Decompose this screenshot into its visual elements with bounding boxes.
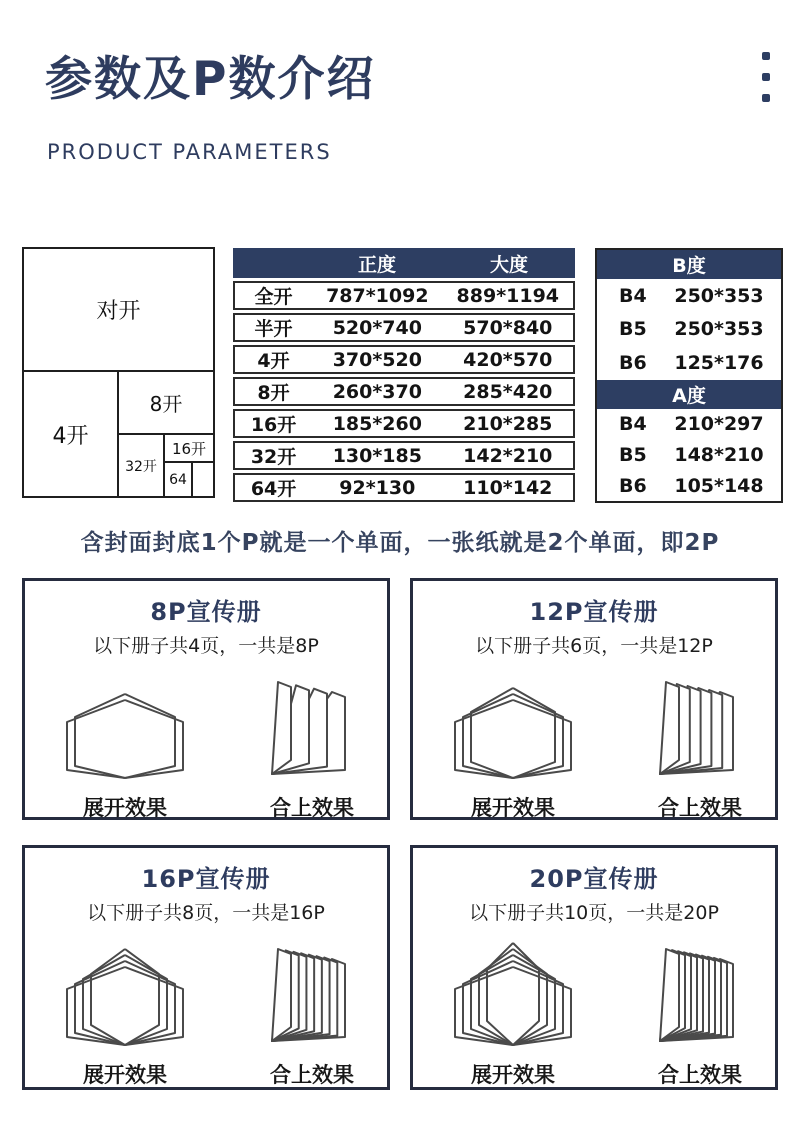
row-label: 4开 — [257, 350, 290, 372]
table-row — [597, 470, 781, 501]
section-header-a: A度 — [597, 380, 781, 409]
size-table — [233, 248, 575, 502]
table-row — [597, 439, 781, 470]
row-value: 105*148 — [674, 474, 764, 497]
paper-size-diagram — [22, 247, 215, 498]
row-dadu-value: 142*210 — [463, 444, 553, 467]
closed-effect-label: 合上效果 — [658, 1063, 742, 1087]
closed-book-figure — [252, 933, 372, 1053]
table-row — [233, 281, 575, 310]
page-title: 参数及P数介绍 — [45, 52, 376, 107]
row-value: 125*176 — [674, 352, 764, 375]
row-value: 210*297 — [674, 413, 764, 436]
row-dadu-value: 420*570 — [463, 348, 553, 371]
row-dadu-value: 285*420 — [463, 380, 553, 403]
table-row — [597, 409, 781, 440]
row-dadu-value: 570*840 — [463, 316, 553, 339]
row-dadu-value: 889*1194 — [456, 284, 560, 307]
closed-effect-label: 合上效果 — [270, 796, 354, 820]
table-row — [233, 473, 575, 502]
table-row — [233, 345, 575, 374]
table-row — [597, 313, 781, 347]
closed-book-figure — [640, 933, 760, 1053]
booklet-subtitle: 以下册子共10页，一共是20P — [469, 902, 719, 924]
size-table-header-zhengdu: 正度 — [357, 253, 396, 276]
open-effect-label: 展开效果 — [471, 1063, 555, 1087]
row-dadu-value: 210*285 — [463, 412, 553, 435]
booklet-subtitle: 以下册子共4页，一共是8P — [93, 635, 319, 657]
size-table-header-dadu: 大度 — [489, 253, 528, 276]
row-label: 8开 — [257, 382, 290, 404]
diagram-cell-4k: 4开 — [24, 372, 119, 496]
row-label: B6 — [619, 474, 647, 497]
open-book-figure — [428, 933, 598, 1053]
booklet-card-12p — [410, 578, 778, 820]
table-row — [597, 279, 781, 313]
open-effect-label: 展开效果 — [471, 796, 555, 820]
size-table-header-row — [233, 248, 575, 278]
page-subtitle: PRODUCT PARAMETERS — [47, 140, 332, 164]
booklet-subtitle: 以下册子共8页，一共是16P — [87, 902, 325, 924]
diagram-cell-empty — [193, 463, 213, 496]
row-value: 148*210 — [674, 443, 764, 466]
booklet-title: 16P宣传册 — [141, 865, 271, 893]
booklet-card-16p — [22, 845, 390, 1090]
diagram-cell-64: 64 — [165, 463, 193, 496]
table-row — [233, 441, 575, 470]
booklet-subtitle: 以下册子共6页，一共是12P — [475, 635, 713, 657]
row-zhengdu-value: 370*520 — [332, 348, 422, 371]
row-zhengdu-value: 787*1092 — [326, 284, 429, 307]
booklet-title: 20P宣传册 — [529, 865, 659, 893]
closed-book-figure — [640, 666, 760, 786]
table-row — [233, 409, 575, 438]
row-label: 半开 — [254, 318, 293, 340]
ba-size-table — [595, 248, 783, 503]
diagram-cell-duikai: 对开 — [24, 249, 213, 372]
table-row — [233, 313, 575, 342]
row-zhengdu-value: 92*130 — [339, 476, 416, 499]
booklet-title: 12P宣传册 — [529, 598, 659, 626]
row-value: 250*353 — [674, 318, 764, 341]
diagram-cell-16k: 16开 — [165, 435, 213, 463]
table-row — [233, 377, 575, 406]
closed-effect-label: 合上效果 — [658, 796, 742, 820]
closed-book-figure — [252, 666, 372, 786]
row-label: B4 — [619, 413, 647, 436]
table-row — [597, 346, 781, 380]
row-label: B4 — [619, 284, 647, 307]
row-label: B6 — [619, 352, 647, 375]
row-label: 64开 — [250, 478, 297, 500]
booklet-title: 8P宣传册 — [150, 598, 262, 626]
open-effect-label: 展开效果 — [83, 796, 167, 820]
diagram-cell-8k: 8开 — [119, 372, 213, 435]
closed-effect-label: 合上效果 — [270, 1063, 354, 1087]
row-label: 16开 — [250, 414, 297, 436]
row-value: 250*353 — [674, 284, 764, 307]
section-header-b: B度 — [597, 250, 781, 279]
ellipsis-decoration-icon — [762, 52, 770, 115]
booklet-card-8p — [22, 578, 390, 820]
row-label: 32开 — [250, 446, 297, 468]
row-label: B5 — [619, 443, 647, 466]
booklet-card-20p — [410, 845, 778, 1090]
row-dadu-value: 110*142 — [463, 476, 553, 499]
row-label: 全开 — [254, 286, 293, 308]
open-book-figure — [40, 933, 210, 1053]
row-zhengdu-value: 520*740 — [332, 316, 422, 339]
open-effect-label: 展开效果 — [83, 1063, 167, 1087]
row-zhengdu-value: 260*370 — [332, 380, 422, 403]
row-zhengdu-value: 185*260 — [332, 412, 422, 435]
row-label: B5 — [619, 318, 647, 341]
open-book-figure — [428, 666, 598, 786]
open-book-figure — [40, 666, 210, 786]
row-zhengdu-value: 130*185 — [332, 444, 422, 467]
p-count-note: 含封面封底1个P就是一个单面，一张纸就是2个单面，即2P — [80, 530, 720, 556]
diagram-cell-32k: 32开 — [119, 435, 165, 496]
